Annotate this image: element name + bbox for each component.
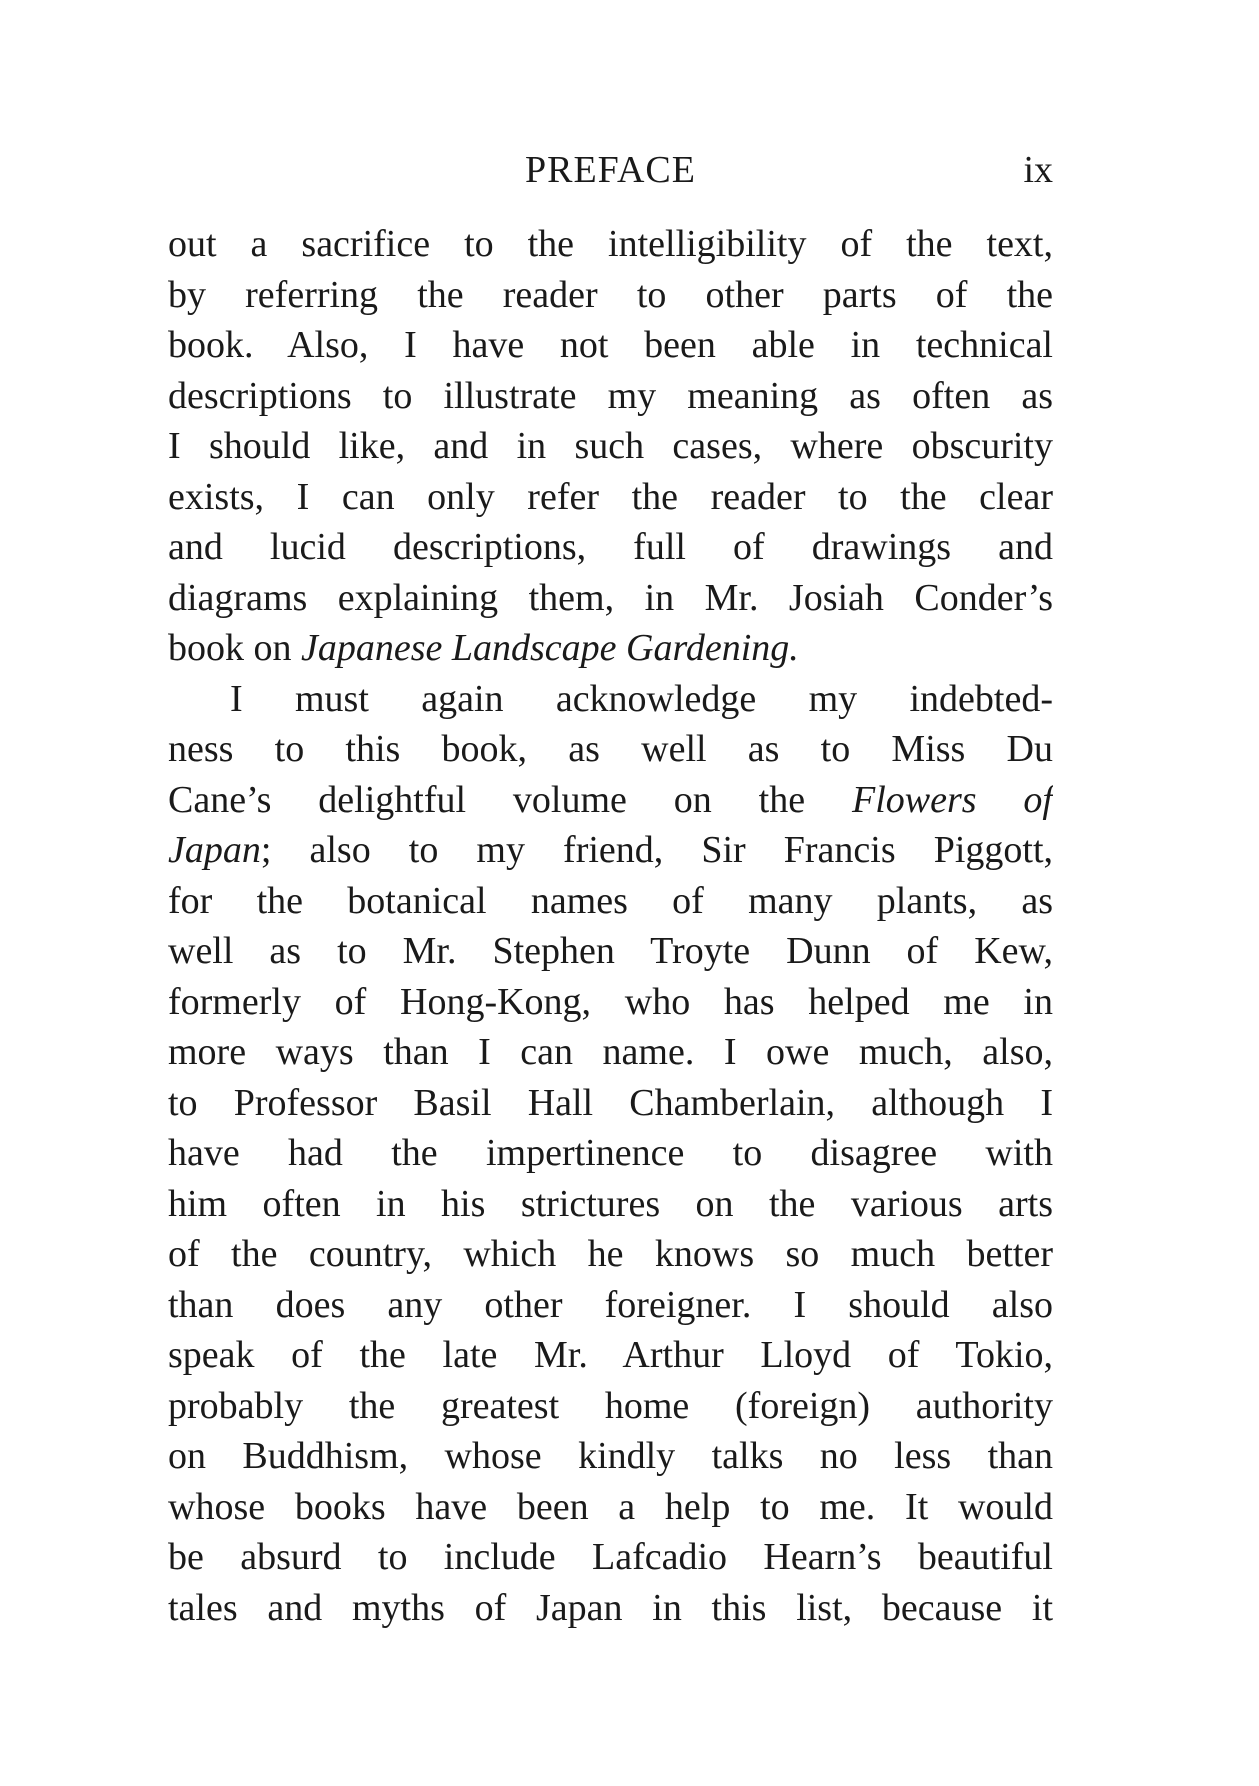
text-line: ness to this book, as well as to Miss Du <box>168 728 1053 770</box>
text-line: and lucid descriptions, full of drawings and <box>168 526 1053 568</box>
text-segment: ; also to my friend, Sir Francis Piggott, <box>260 829 1053 871</box>
text-line: on Buddhism, whose kindly talks no less than <box>168 1435 1053 1477</box>
text-line: diagrams explaining them, in Mr. Josiah Conder’s <box>168 576 1053 619</box>
text-line: book. Also, I have not been able in technical <box>168 324 1053 366</box>
book-title-italic: Japan <box>168 829 261 871</box>
text-line: be absurd to include Lafcadio Hearn’s beautiful <box>168 1536 1053 1578</box>
text-line: of the country, which he knows so much better <box>168 1233 1053 1275</box>
text-segment: book on <box>168 627 301 669</box>
text-line: I should like, and in such cases, where obscurity <box>168 425 1053 467</box>
text-line <box>168 623 1053 674</box>
book-title-italic: Flowers of <box>851 778 1053 821</box>
text-line: to Professor Basil Hall Chamberlain, although I <box>168 1081 1053 1124</box>
text-line: for the botanical names of many plants, as <box>168 879 1053 922</box>
text-line: by referring the reader to other parts of the <box>168 273 1053 316</box>
text-line <box>168 825 1053 876</box>
text-line: speak of the late Mr. Arthur Lloyd of Tokio, <box>168 1334 1053 1376</box>
text-line: whose books have been a help to me. It would <box>168 1485 1053 1528</box>
text-segment: Cane’s delightful volume on the <box>168 778 852 821</box>
text-line: descriptions to illustrate my meaning as often as <box>168 374 1053 417</box>
text-line: out a sacrifice to the intelligibility of the text, <box>168 223 1053 265</box>
page-number: ix <box>1023 149 1053 191</box>
text-line: have had the impertinence to disagree with <box>168 1132 1053 1174</box>
text-line: more ways than I can name. I owe much, also, <box>168 1031 1053 1073</box>
text-line <box>168 775 1053 826</box>
text-line: than does any other foreigner. I should also <box>168 1283 1053 1326</box>
running-title: PREFACE <box>524 149 696 191</box>
text-line: well as to Mr. Stephen Troyte Dunn of Kew, <box>168 930 1053 972</box>
preface-text <box>168 219 1053 1633</box>
text-line: probably the greatest home (foreign) authority <box>168 1384 1053 1427</box>
text-line: exists, I can only refer the reader to the clear <box>168 475 1053 518</box>
text-line: formerly of Hong-Kong, who has helped me in <box>168 980 1053 1023</box>
running-head <box>168 140 1053 200</box>
paragraph-start-line: I must again acknowledge my indebted- <box>230 677 1053 720</box>
text-line: tales and myths of Japan in this list, because it <box>168 1586 1053 1629</box>
book-title-italic: Japanese Landscape Gardening. <box>301 627 799 669</box>
text-line: him often in his strictures on the various arts <box>168 1182 1053 1225</box>
